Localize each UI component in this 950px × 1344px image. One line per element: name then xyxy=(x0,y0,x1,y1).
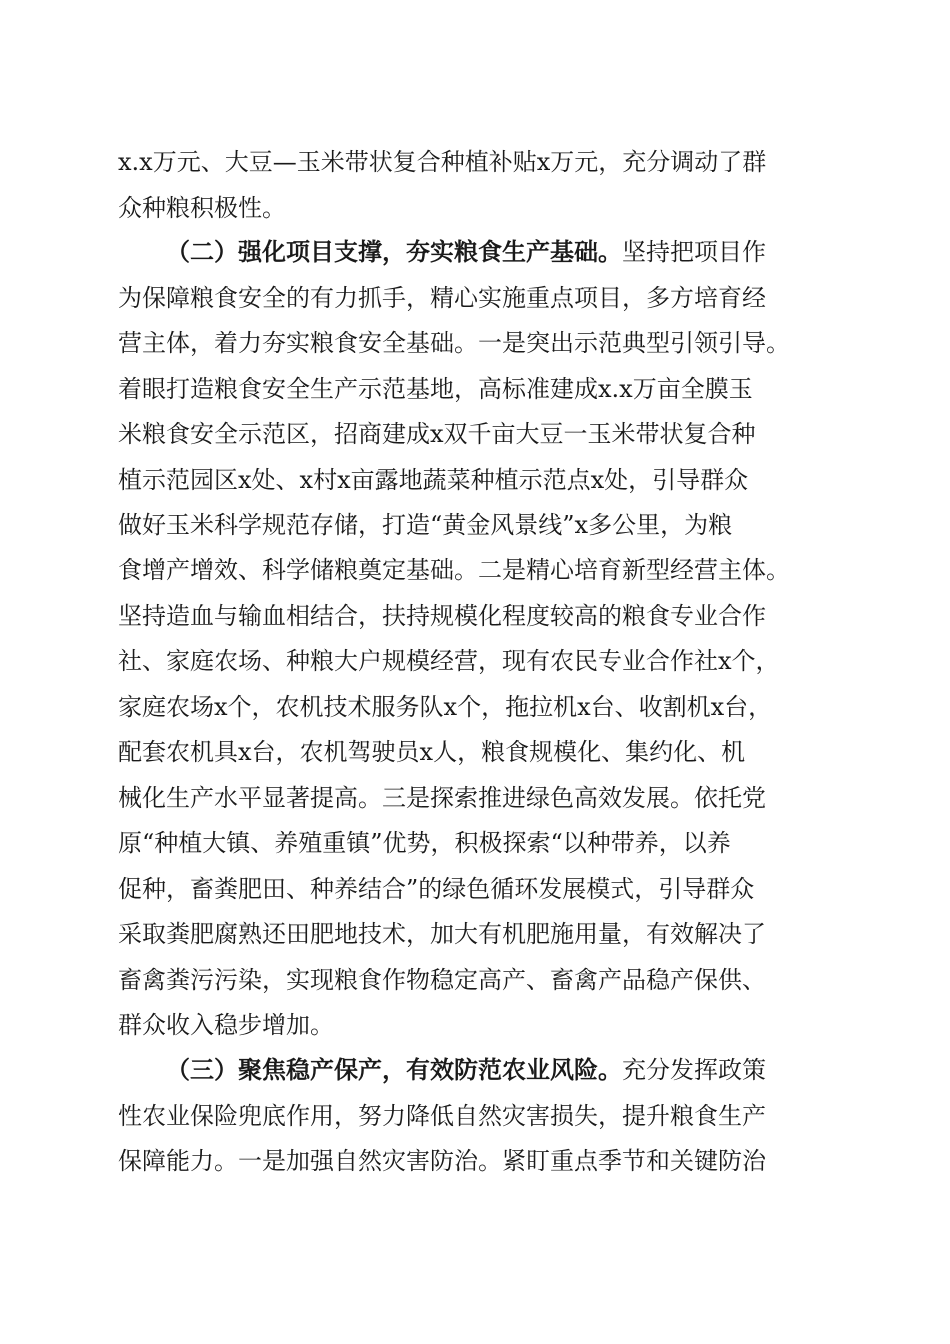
text-line: 坚持造血与输血相结合，扶持规模化程度较高的粮食专业合作 xyxy=(118,602,766,630)
text-line: 配套农机具x台，农机驾驶员x人，粮食规模化、集约化、机 xyxy=(118,738,746,766)
text-line: 植示范园区x处、x村x亩露地蔬菜种植示范点x处，引导群众 xyxy=(118,466,749,494)
text-line: 性农业保险兜底作用，努力降低自然灾害损失，提升粮食生产 xyxy=(118,1102,766,1130)
text-line: 做好玉米科学规范存储，打造“黄金风景线”x多公里，为粮 xyxy=(118,511,733,539)
text-line: 保障能力。一是加强自然灾害防治。紧盯重点季节和关键防治 xyxy=(118,1147,766,1175)
text-line: 畜禽粪污污染，实现粮食作物稳定高产、畜禽产品稳产保供、 xyxy=(118,966,766,994)
section-heading: （二）强化项目支撑，夯实粮食生产基础。 xyxy=(166,237,622,266)
text-line: 家庭农场x个，农机技术服务队x个，拖拉机x台、收割机x台， xyxy=(118,693,773,721)
text-line: 为保障粮食安全的有力抓手，精心实施重点项目，多方培育经 xyxy=(118,284,766,312)
text-line: 原“种植大镇、养殖重镇”优势，积极探索“以种带养，以养 xyxy=(118,829,731,857)
text-line: 众种粮积极性。 xyxy=(118,194,286,222)
text-line: 采取粪肥腐熟还田肥地技术，加大有机肥施用量，有效解决了 xyxy=(118,920,766,948)
section-heading-line: （二）强化项目支撑，夯实粮食生产基础。坚持把项目作 xyxy=(166,237,766,266)
text-line: 着眼打造粮食安全生产示范基地，高标准建成x.x万亩全膜玉 xyxy=(118,375,753,403)
text-line: 社、家庭农场、种粮大户规模经营，现有农民专业合作社x个， xyxy=(118,647,780,675)
text-line: 米粮食安全示范区，招商建成x双千亩大豆一玉米带状复合种 xyxy=(118,420,756,448)
text-line: 械化生产水平显著提高。三是探索推进绿色高效发展。依托党 xyxy=(118,784,766,812)
text-line: 营主体，着力夯实粮食安全基础。一是突出示范典型引领引导。 xyxy=(118,329,790,357)
text-line: x.x万元、大豆—玉米带状复合种植补贴x万元，充分调动了群 xyxy=(118,148,767,176)
section-heading: （三）聚焦稳产保产，有效防范农业风险。 xyxy=(166,1055,622,1084)
text-line: 食增产增效、科学储粮奠定基础。二是精心培育新型经营主体。 xyxy=(118,556,790,584)
text-line: 促种，畜粪肥田、种养结合”的绿色循环发展模式，引导群众 xyxy=(118,875,755,903)
section-heading-line: （三）聚焦稳产保产，有效防范农业风险。充分发挥政策 xyxy=(166,1055,766,1084)
text-line: 群众收入稳步增加。 xyxy=(118,1011,334,1039)
